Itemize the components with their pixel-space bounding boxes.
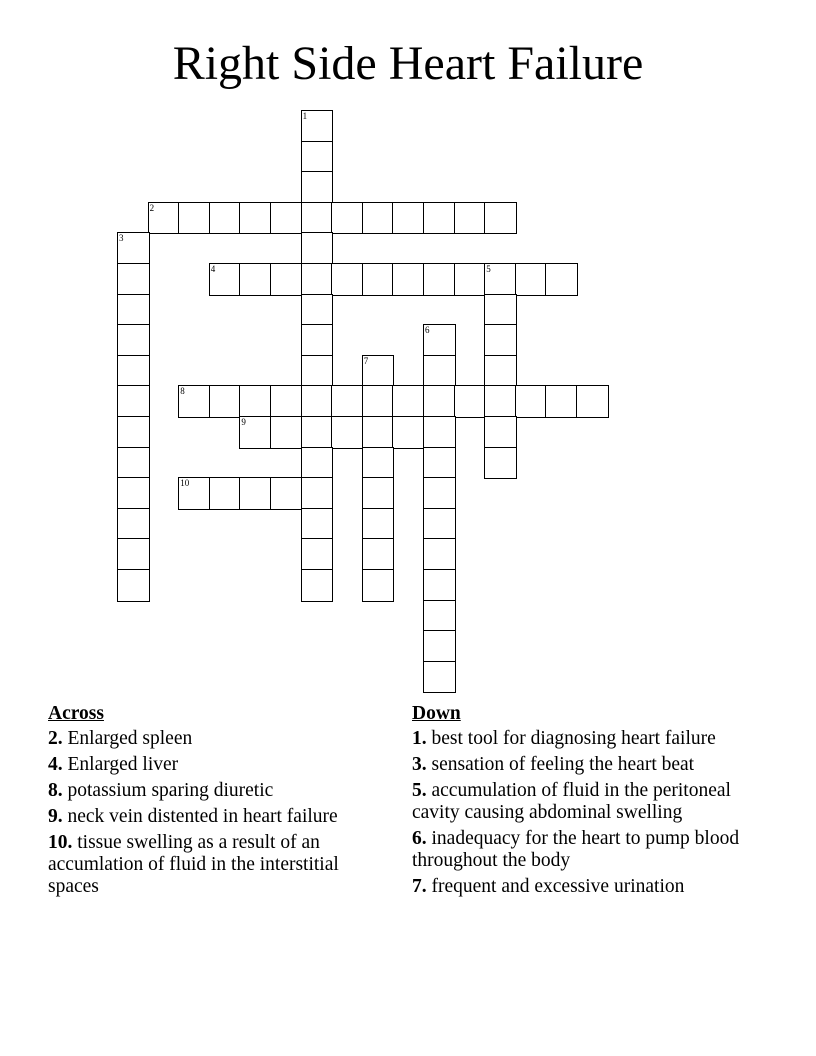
cell-number: 8	[180, 386, 185, 397]
crossword-cell[interactable]	[545, 385, 578, 418]
cell-number: 10	[180, 478, 190, 489]
clue-text: frequent and excessive urination	[431, 876, 685, 897]
crossword-cell[interactable]	[209, 477, 242, 510]
clue-down-5	[412, 780, 757, 824]
crossword-cell[interactable]	[484, 294, 517, 327]
crossword-cell[interactable]	[117, 355, 150, 388]
crossword-cell[interactable]	[301, 232, 334, 265]
crossword-cell[interactable]	[331, 202, 364, 235]
crossword-cell[interactable]	[362, 416, 395, 449]
clue-text: potassium sparing diuretic	[67, 780, 274, 801]
crossword-cell[interactable]	[362, 263, 395, 296]
cell-number: 9	[241, 417, 246, 427]
crossword-cell[interactable]	[301, 110, 334, 143]
crossword-cell[interactable]	[301, 202, 334, 235]
crossword-cell[interactable]	[454, 385, 487, 418]
crossword-cell[interactable]	[301, 477, 334, 510]
crossword-cell[interactable]	[209, 202, 242, 235]
crossword-cell[interactable]	[362, 447, 395, 480]
crossword-cell[interactable]	[301, 355, 334, 388]
crossword-cell[interactable]	[209, 263, 242, 296]
clue-number: 1.	[412, 728, 427, 749]
cell-number: 2	[149, 202, 155, 213]
cell-number: 4	[210, 264, 216, 274]
crossword-cell[interactable]	[423, 630, 456, 663]
page-title: Right Side Heart Failure	[172, 37, 644, 90]
clue-down-1	[412, 728, 757, 750]
down-heading: Down	[412, 703, 461, 724]
crossword-cell[interactable]	[301, 324, 334, 357]
crossword-cell[interactable]	[239, 202, 272, 235]
crossword-cell[interactable]	[423, 600, 456, 633]
crossword-cell[interactable]	[362, 538, 395, 571]
crossword-cell[interactable]	[362, 385, 395, 418]
clue-down-6	[412, 828, 757, 872]
clue-across-8	[48, 780, 393, 802]
crossword-cell[interactable]	[484, 263, 517, 296]
crossword-cell[interactable]	[423, 538, 456, 571]
crossword-cell[interactable]	[484, 324, 517, 357]
clue-number: 2.	[48, 728, 63, 749]
cell-number: 5	[486, 264, 491, 274]
clue-text: neck vein distented in heart failure	[67, 806, 338, 827]
clue-text: accumulation of fluid in the peritoneal cavity causing abdominal swelling	[412, 780, 731, 823]
crossword-cell[interactable]	[178, 477, 211, 510]
crossword-cell[interactable]	[117, 569, 150, 602]
crossword-cell[interactable]	[423, 416, 456, 449]
crossword-cell[interactable]	[117, 294, 150, 327]
crossword-cell[interactable]	[270, 416, 303, 449]
cell-number: 3	[119, 233, 124, 244]
crossword-cell[interactable]	[423, 385, 456, 418]
crossword-cell[interactable]	[117, 232, 150, 265]
clue-number: 7.	[412, 876, 427, 897]
crossword-cell[interactable]	[239, 477, 272, 510]
clue-across-9	[48, 806, 393, 828]
crossword-cell[interactable]	[423, 263, 456, 296]
down-clues	[412, 702, 757, 902]
crossword-cell[interactable]	[117, 263, 150, 296]
crossword-cell[interactable]	[148, 202, 181, 235]
crossword-cell[interactable]	[454, 202, 487, 235]
crossword-cell[interactable]	[301, 447, 334, 480]
crossword-cell[interactable]	[301, 508, 334, 541]
crossword-cell[interactable]	[362, 569, 395, 602]
clue-text: inadequacy for the heart to pump blood throughout the body	[412, 828, 740, 871]
cell-number: 6	[425, 325, 430, 336]
crossword-cell[interactable]	[117, 508, 150, 541]
clue-number: 8.	[48, 780, 63, 801]
crossword-cell[interactable]	[270, 202, 303, 235]
clue-number: 5.	[412, 780, 427, 801]
crossword-cell[interactable]	[392, 416, 425, 449]
crossword-cell[interactable]	[301, 538, 334, 571]
crossword-cell[interactable]	[392, 202, 425, 235]
crossword-cell[interactable]	[423, 202, 456, 235]
crossword-cell[interactable]	[362, 355, 395, 388]
clue-text: tissue swelling as a result of an accumlation of fluid in the interstitial spaces	[48, 832, 339, 897]
clue-down-7	[412, 876, 757, 898]
across-clues	[48, 702, 393, 902]
clue-number: 4.	[48, 754, 63, 775]
crossword-cell[interactable]	[178, 385, 211, 418]
crossword-cell[interactable]	[117, 447, 150, 480]
crossword-cell[interactable]	[545, 263, 578, 296]
crossword-cell[interactable]	[270, 385, 303, 418]
crossword-cell[interactable]	[423, 355, 456, 388]
crossword-cell[interactable]	[484, 202, 517, 235]
crossword-cell[interactable]	[117, 324, 150, 357]
crossword-cell[interactable]	[331, 416, 364, 449]
crossword-cell[interactable]	[178, 202, 211, 235]
clue-text: Enlarged spleen	[67, 728, 193, 749]
crossword-cell[interactable]	[484, 447, 517, 480]
clue-across-10	[48, 832, 393, 898]
crossword-cell[interactable]	[515, 385, 548, 418]
crossword-cell[interactable]	[392, 263, 425, 296]
clue-text: best tool for diagnosing heart failure	[431, 728, 716, 749]
crossword-cell[interactable]	[270, 477, 303, 510]
crossword-cell[interactable]	[362, 202, 395, 235]
crossword-cell[interactable]	[484, 416, 517, 449]
cell-number: 1	[302, 111, 308, 121]
crossword-cell[interactable]	[423, 661, 456, 694]
crossword-cell[interactable]	[301, 171, 334, 204]
crossword-cell[interactable]	[239, 416, 272, 449]
crossword-cell[interactable]	[484, 355, 517, 388]
crossword-cell[interactable]	[484, 385, 517, 418]
crossword-cell[interactable]	[454, 263, 487, 296]
crossword-cell[interactable]	[362, 477, 395, 510]
clue-number: 3.	[412, 754, 427, 775]
crossword-cell[interactable]	[117, 538, 150, 571]
clue-number: 9.	[48, 806, 63, 827]
crossword-cell[interactable]	[515, 263, 548, 296]
crossword-cell[interactable]	[301, 263, 334, 296]
clue-text: Enlarged liver	[67, 754, 179, 775]
crossword-cell[interactable]	[423, 447, 456, 480]
crossword-cell[interactable]	[331, 385, 364, 418]
crossword-cell[interactable]	[392, 385, 425, 418]
crossword-cell[interactable]	[239, 263, 272, 296]
crossword-cell[interactable]	[362, 508, 395, 541]
crossword-cell[interactable]	[301, 569, 334, 602]
cell-number: 7	[363, 355, 369, 366]
crossword-cell[interactable]	[423, 477, 456, 510]
crossword-cell[interactable]	[209, 385, 242, 418]
crossword-cell[interactable]	[423, 324, 456, 357]
clue-down-3	[412, 754, 757, 776]
crossword-cell[interactable]	[117, 477, 150, 510]
crossword-cell[interactable]	[117, 385, 150, 418]
crossword-cell[interactable]	[301, 141, 334, 174]
crossword-cell[interactable]	[270, 263, 303, 296]
crossword-cell[interactable]	[423, 508, 456, 541]
crossword-cell[interactable]	[301, 294, 334, 327]
clue-across-4	[48, 754, 393, 776]
crossword-cell[interactable]	[331, 263, 364, 296]
crossword-cell[interactable]	[301, 416, 334, 449]
clue-number: 6.	[412, 828, 427, 849]
clue-across-2	[48, 728, 393, 750]
across-heading: Across	[48, 703, 104, 724]
crossword-cell[interactable]	[117, 416, 150, 449]
crossword-cell[interactable]	[239, 385, 272, 418]
crossword-cell[interactable]	[576, 385, 609, 418]
clue-number: 10.	[48, 832, 73, 853]
crossword-cell[interactable]	[423, 569, 456, 602]
clue-text: sensation of feeling the heart beat	[431, 754, 695, 775]
crossword-cell[interactable]	[301, 385, 334, 418]
